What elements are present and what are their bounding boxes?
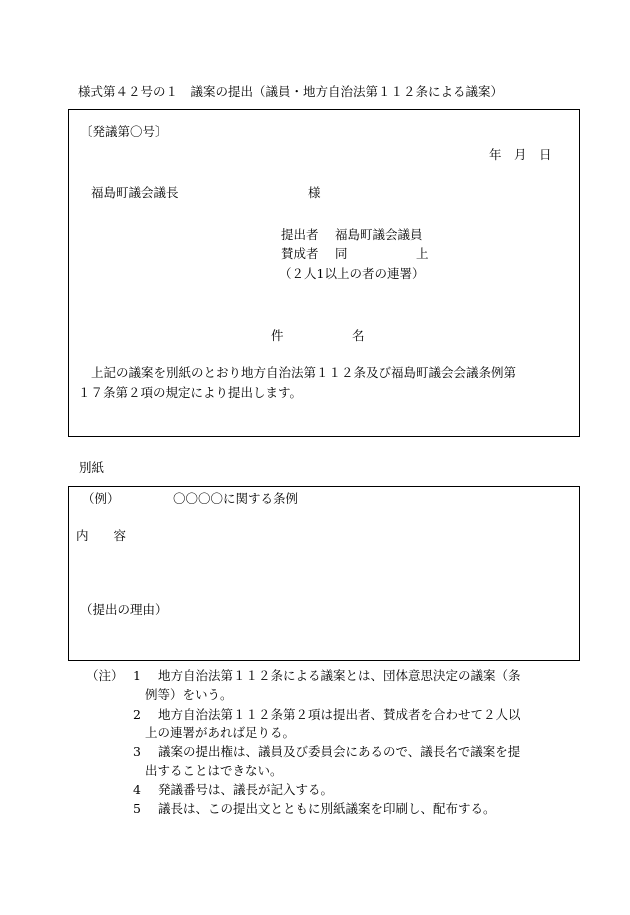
body-line-2: １７条第２項の規定により提出します。 xyxy=(78,385,303,400)
supporter-label: 賛成者 xyxy=(281,246,319,261)
subject-label-ken: 件 xyxy=(271,328,284,343)
note-3-number: 3 xyxy=(133,744,141,759)
note-4-line-1: 発議番号は、議長が記入する。 xyxy=(158,782,334,797)
note-3-line-2: 出することはできない。 xyxy=(145,763,283,778)
note-5-number: 5 xyxy=(133,801,141,816)
note-1-line-2: 例等）をいう。 xyxy=(145,687,233,702)
supporter-value-above: 上 xyxy=(416,246,429,261)
notes-label: （注） xyxy=(86,668,124,683)
note-4-number: 4 xyxy=(133,782,141,797)
attachment-box xyxy=(68,486,580,661)
date-field: 年 月 日 xyxy=(489,147,552,162)
submitter-label: 提出者 xyxy=(281,227,319,242)
joint-signature-note: （２人1以上の者の連署） xyxy=(279,266,425,281)
example-title: 〇〇〇〇に関する条例 xyxy=(173,491,299,506)
supporter-value-same: 同 xyxy=(335,246,348,261)
submitter-value: 福島町議会議員 xyxy=(335,227,423,242)
note-5-line-1: 議長は、この提出文とともに別紙議案を印刷し、配布する。 xyxy=(158,801,496,816)
note-2-number: 2 xyxy=(133,707,141,722)
bill-number: 〔発議第〇号〕 xyxy=(80,124,168,139)
form-title: 様式第４２号の１ 議案の提出（議員・地方自治法第１１２条による議案） xyxy=(78,84,504,99)
attachment-label: 別紙 xyxy=(79,460,105,475)
body-line-1: 上記の議案を別紙のとおり地方自治法第１１２条及び福島町議会会議条例第 xyxy=(91,365,517,380)
addressee: 福島町議会議長 xyxy=(91,185,179,200)
note-3-line-1: 議案の提出権は、議員及び委員会にあるので、議長名で議案を提 xyxy=(158,744,521,759)
note-2-line-1: 地方自治法第１１２条第２項は提出者、賛成者を合わせて２人以 xyxy=(158,707,521,722)
note-1-line-1: 地方自治法第１１２条による議案とは、団体意思決定の議案（条 xyxy=(158,668,521,683)
reason-label: （提出の理由） xyxy=(80,602,168,617)
note-1-number: 1 xyxy=(133,668,141,683)
honorific: 様 xyxy=(308,185,321,200)
note-2-line-2: 上の連署があれば足りる。 xyxy=(145,725,296,740)
example-label: （例） xyxy=(82,491,120,506)
content-label: 内 容 xyxy=(76,528,127,543)
subject-label-mei: 名 xyxy=(352,328,365,343)
